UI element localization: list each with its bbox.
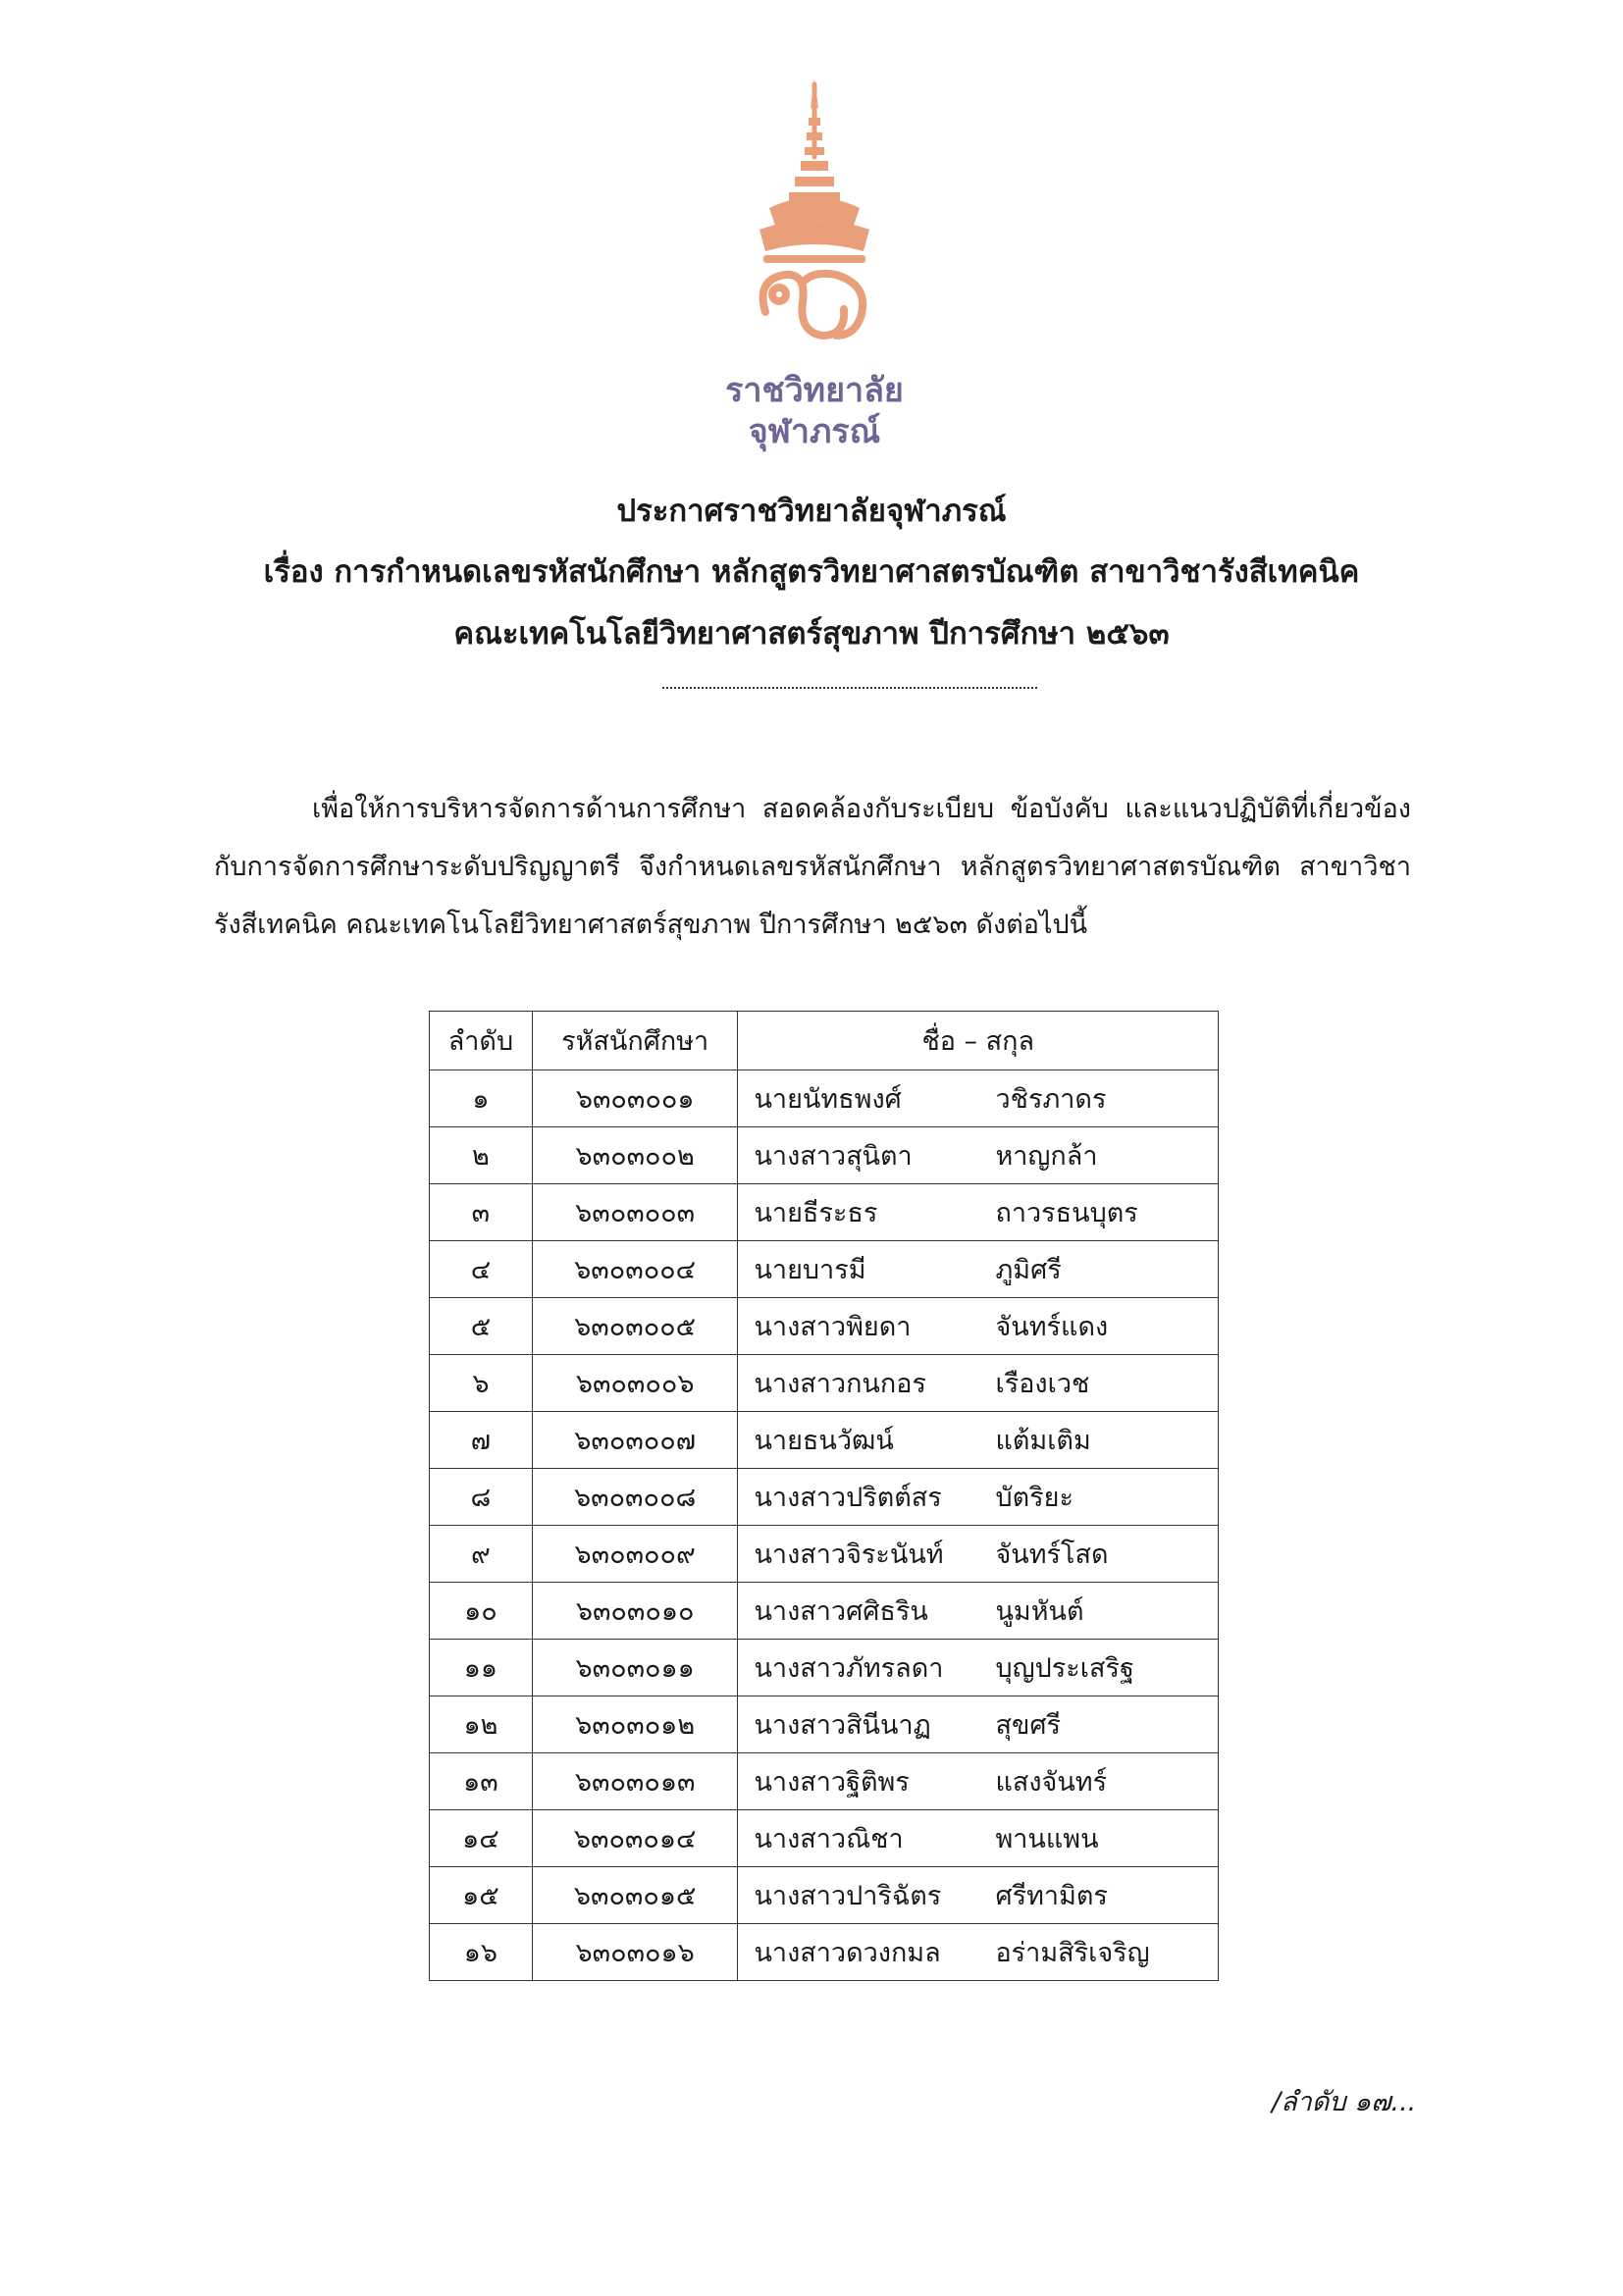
cell-no: ๑๒: [430, 1696, 533, 1753]
cell-student-id: ๖๓๐๓๐๑๖: [532, 1924, 738, 1981]
last-name: ศรีทามิตร: [995, 1881, 1108, 1911]
last-name: ภูมิศรี: [995, 1255, 1062, 1285]
cell-student-id: ๖๓๐๓๐๐๕: [532, 1298, 738, 1355]
last-name: จันทร์แดง: [995, 1312, 1109, 1342]
cell-name: [738, 1526, 1219, 1583]
cell-no: ๗: [430, 1412, 533, 1469]
cell-no: ๑๐: [430, 1583, 533, 1640]
table-row: [430, 1070, 1219, 1127]
table-row: [430, 1753, 1219, 1810]
cell-no: ๕: [430, 1298, 533, 1355]
first-name: นายนัทธพงศ์: [754, 1084, 902, 1115]
last-name: บัตริยะ: [995, 1483, 1073, 1513]
continuation-note: /ลำดับ ๑๗...: [1272, 2087, 1417, 2117]
first-name: นางสาวสินีนาฏ: [754, 1710, 931, 1741]
cell-student-id: ๖๓๐๓๐๑๕: [532, 1867, 738, 1924]
cell-no: ๑๑: [430, 1640, 533, 1696]
first-name: นางสาวดวงกมล: [754, 1938, 941, 1968]
cell-name: [738, 1184, 1219, 1241]
cell-student-id: ๖๓๐๓๐๑๓: [532, 1753, 738, 1810]
cell-student-id: ๖๓๐๓๐๐๖: [532, 1355, 738, 1412]
header-name: ชื่อ – สกุล: [738, 1012, 1219, 1070]
cell-name: [738, 1412, 1219, 1469]
last-name: ถาวรธนบุตร: [995, 1198, 1138, 1228]
cell-student-id: ๖๓๐๓๐๑๐: [532, 1583, 738, 1640]
cell-name: [738, 1241, 1219, 1298]
first-name: นางสาวภัทรลดา: [754, 1653, 944, 1684]
heading-separator: [662, 687, 1037, 689]
last-name: อร่ามสิริเจริญ: [995, 1938, 1150, 1968]
table-row: [430, 1298, 1219, 1355]
cell-no: ๖: [430, 1355, 533, 1412]
table-row: [430, 1867, 1219, 1924]
first-name: นางสาวศศิธริน: [754, 1596, 928, 1627]
cell-student-id: ๖๓๐๓๐๐๔: [532, 1241, 738, 1298]
cell-name: [738, 1070, 1219, 1127]
last-name: แต้มเติม: [995, 1426, 1091, 1456]
institution-name-line2: จุฬาภรณ์: [748, 412, 881, 451]
cell-name: [738, 1127, 1219, 1184]
cell-name: [738, 1640, 1219, 1696]
last-name: เรืองเวช: [995, 1369, 1090, 1399]
cell-name: [738, 1867, 1219, 1924]
cell-name: [738, 1924, 1219, 1981]
institution-name-line1: ราชวิทยาลัย: [725, 371, 904, 410]
cell-student-id: ๖๓๐๓๐๑๔: [532, 1810, 738, 1867]
last-name: จันทร์โสด: [995, 1539, 1109, 1570]
cell-name: [738, 1355, 1219, 1412]
table-row: [430, 1241, 1219, 1298]
cell-name: [738, 1298, 1219, 1355]
cell-name: [738, 1469, 1219, 1526]
cell-no: ๒: [430, 1127, 533, 1184]
cell-student-id: ๖๓๐๓๐๐๘: [532, 1469, 738, 1526]
cell-no: ๙: [430, 1526, 533, 1583]
first-name: นางสาวจิระนันท์: [754, 1539, 944, 1570]
cell-student-id: ๖๓๐๓๐๐๒: [532, 1127, 738, 1184]
student-table: [429, 1011, 1219, 1981]
table-row: [430, 1810, 1219, 1867]
first-name: นางสาวสุนิตา: [754, 1141, 913, 1172]
first-name: นายธีระธร: [754, 1198, 878, 1228]
first-name: นายธนวัฒน์: [754, 1426, 894, 1456]
last-name: หาญกล้า: [995, 1141, 1098, 1172]
last-name: พานแพน: [995, 1824, 1099, 1854]
last-name: บุญประเสริฐ: [995, 1653, 1134, 1684]
cell-student-id: ๖๓๐๓๐๐๑: [532, 1070, 738, 1127]
table-row: [430, 1924, 1219, 1981]
table-row: [430, 1583, 1219, 1640]
first-name: นางสาวฐิติพร: [754, 1767, 910, 1798]
first-name: นายบารมี: [754, 1255, 866, 1285]
table-row: [430, 1127, 1219, 1184]
first-name: นางสาวณิชา: [754, 1824, 904, 1854]
cell-student-id: ๖๓๐๓๐๑๒: [532, 1696, 738, 1753]
table-row: [430, 1469, 1219, 1526]
announcement-subject: เรื่อง การกำหนดเลขรหัสนักศึกษา หลักสูตรวิทยาศาสตรบัณฑิต สาขาวิชารังสีเทคนิค: [263, 554, 1360, 590]
cell-no: ๔: [430, 1241, 533, 1298]
first-name: นางสาวปริตต์สร: [754, 1483, 942, 1513]
cell-student-id: ๖๓๐๓๐๑๑: [532, 1640, 738, 1696]
cell-student-id: ๖๓๐๓๐๐๙: [532, 1526, 738, 1583]
table-header-row: [430, 1012, 1219, 1070]
institution-logo: [687, 78, 942, 461]
last-name: แสงจันทร์: [995, 1767, 1108, 1798]
cell-name: [738, 1810, 1219, 1867]
cell-name: [738, 1583, 1219, 1640]
cell-no: ๑๖: [430, 1924, 533, 1981]
table-row: [430, 1696, 1219, 1753]
last-name: นูมหันต์: [995, 1596, 1084, 1627]
table-row: [430, 1412, 1219, 1469]
table-row: [430, 1640, 1219, 1696]
cell-student-id: ๖๓๐๓๐๐๗: [532, 1412, 738, 1469]
cell-no: ๑๓: [430, 1753, 533, 1810]
cell-student-id: ๖๓๐๓๐๐๓: [532, 1184, 738, 1241]
first-name: นางสาวพิยดา: [754, 1312, 912, 1342]
crown-emblem-icon: [746, 78, 883, 353]
announcement-title: ประกาศราชวิทยาลัยจุฬาภรณ์: [616, 494, 1007, 529]
cell-no: ๑๔: [430, 1810, 533, 1867]
first-name: นางสาวปาริฉัตร: [754, 1881, 942, 1911]
cell-name: [738, 1753, 1219, 1810]
last-name: วชิรภาดร: [995, 1084, 1107, 1115]
announcement-faculty-year: คณะเทคโนโลยีวิทยาศาสตร์สุขภาพ ปีการศึกษา ๒๕๖๓: [453, 616, 1170, 652]
table-row: [430, 1184, 1219, 1241]
cell-no: ๑๕: [430, 1867, 533, 1924]
cell-no: ๘: [430, 1469, 533, 1526]
last-name: สุขศรี: [995, 1710, 1062, 1741]
body-paragraph-text: เพื่อให้การบริหารจัดการด้านการศึกษา สอดคล้องกับระเบียบ ข้อบังคับ และแนวปฏิบัติที่เกี่ยวข้องกับการจัดการศึกษาระดับปริญญาตรี จึงกำหนดเลขรหัสนักศึกษา หลักสูตรวิทยาศาสตรบัณฑิต สาขาวิชารังสีเทคนิค คณะเทคโนโลยีวิทยาศาสตร์สุขภาพ ปีการศึกษา ๒๕๖๓ ดังต่อไปนี้: [214, 794, 1411, 940]
table-row: [430, 1526, 1219, 1583]
body-paragraph: [214, 780, 1411, 954]
table-row: [430, 1355, 1219, 1412]
first-name: นางสาวกนกอร: [754, 1369, 926, 1399]
header-no: ลำดับ: [430, 1012, 533, 1070]
cell-name: [738, 1696, 1219, 1753]
cell-no: ๓: [430, 1184, 533, 1241]
cell-no: ๑: [430, 1070, 533, 1127]
header-student-id: รหัสนักศึกษา: [532, 1012, 738, 1070]
